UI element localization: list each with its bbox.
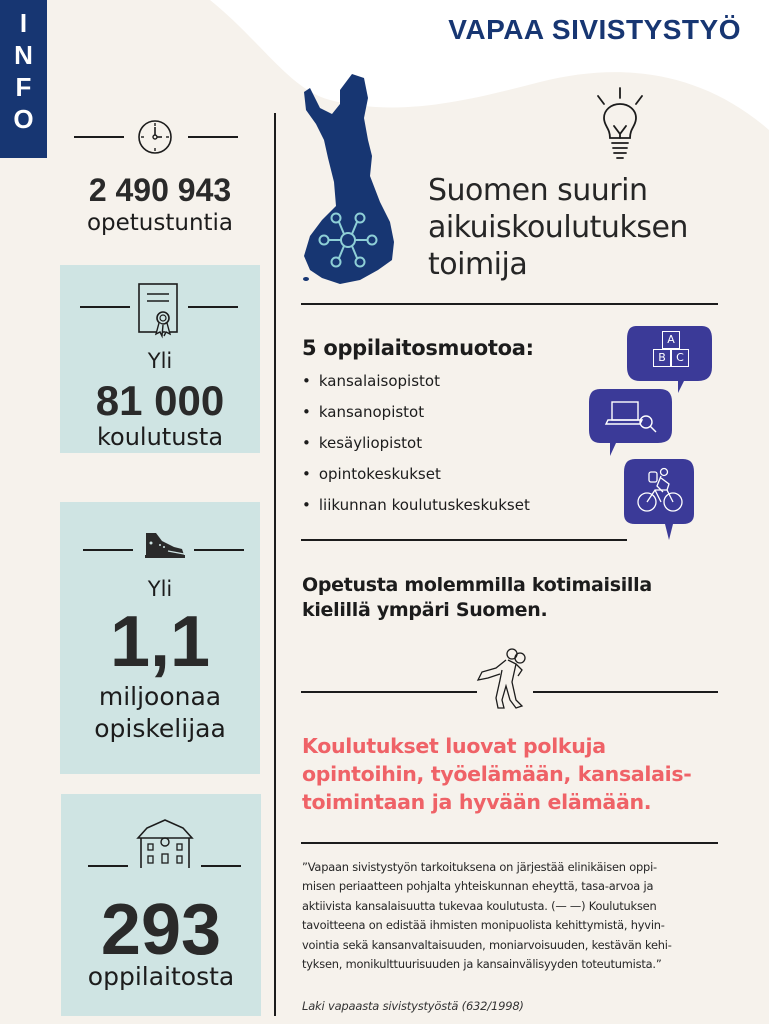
divider-line <box>188 136 238 138</box>
paths-text <box>302 732 691 816</box>
list-item: • liikunnan koulutuskeskukset <box>302 494 530 525</box>
divider-line <box>88 865 128 867</box>
divider-line <box>301 539 627 541</box>
stat-hours <box>60 110 260 250</box>
stat-courses-label: koulutusta <box>96 423 224 451</box>
forms-title: 5 oppilaitosmuotoa: <box>302 336 534 360</box>
quote-line: ”Vapaan sivistystyön tarkoituksena on järjestää elinikäisen oppi- <box>302 860 657 874</box>
brand-title: VAPAA SIVISTYSTYÖ <box>448 14 741 45</box>
quote-line: tavoitteena on edistää ihmisten monipuolista kehittymistä, hyvin- <box>302 918 665 933</box>
info-letter: N <box>14 40 33 70</box>
list-item: • kansalaisopistot <box>302 370 530 401</box>
quote-line: vointia sekä kansanvaltaisuuden, moniarvoisuuden, kestävän kehi- <box>302 937 672 952</box>
info-letter: I <box>19 8 28 38</box>
block-b: B <box>653 349 671 367</box>
headline-line: Suomen suurin <box>428 173 648 208</box>
divider-line <box>201 865 241 867</box>
stat-hours-label: opetustuntia <box>86 210 234 236</box>
stat-hours-value: 2 490 943 <box>88 172 232 208</box>
block-c: C <box>671 349 689 367</box>
divider-line <box>301 691 477 693</box>
divider-line <box>533 691 718 693</box>
divider-line <box>194 549 244 551</box>
paths-line: toimintaan ja hyvään elämään. <box>302 790 652 814</box>
list-item: • kesäyliopistot <box>302 432 530 463</box>
school-building-icon <box>135 818 195 870</box>
speech-bubble <box>588 388 674 458</box>
piggyback-people-icon <box>472 642 534 712</box>
languages-text <box>302 573 652 623</box>
stat-courses-value: 81 000 <box>95 377 225 424</box>
block-a: A <box>662 331 680 349</box>
info-letter: F <box>15 72 32 102</box>
divider-line <box>80 306 130 308</box>
lightbulb-icon <box>592 86 648 164</box>
divider-line <box>301 303 718 305</box>
stat-courses-card <box>60 265 260 453</box>
headline-line: aikuiskoulutuksen <box>428 210 688 245</box>
speech-bubble <box>623 458 695 542</box>
stat-students-card <box>60 502 260 774</box>
clock-icon <box>137 119 173 155</box>
languages-line: kielillä ympäri Suomen. <box>302 599 548 621</box>
stat-students-prefix: Yli <box>147 577 173 601</box>
headline <box>428 172 688 283</box>
info-tab <box>0 0 47 158</box>
quote-line: aktiivista kansalaisuutta tukevaa koulutusta. (— —) Koulutuksen <box>302 898 657 913</box>
divider-line <box>74 136 124 138</box>
divider-line <box>301 842 718 844</box>
languages-line: Opetusta molemmilla kotimaisilla <box>302 574 652 596</box>
abc-blocks-icon <box>652 331 690 369</box>
stat-courses-prefix: Yli <box>147 349 173 373</box>
certificate-icon <box>137 282 181 340</box>
sneaker-icon <box>142 531 186 559</box>
divider-line <box>83 549 133 551</box>
stat-students-value: 1,1 <box>109 602 211 682</box>
stat-students-label-2: opiskelijaa <box>94 714 226 743</box>
stat-institutions-value: 293 <box>100 890 222 970</box>
forms-list <box>302 370 530 525</box>
quote-source: Laki vapaasta sivistystyöstä (632/1998) <box>302 999 524 1013</box>
column-divider <box>274 113 276 1016</box>
law-quote <box>302 858 722 974</box>
headline-line: toimija <box>428 247 528 282</box>
stat-institutions-card <box>61 794 261 1016</box>
divider-line <box>188 306 238 308</box>
quote-line: misen periaatteen pohjalta yhteiskunnan eheyttä, tasa-arvoa ja <box>302 879 654 894</box>
stat-institutions-label: oppilaitosta <box>87 962 235 991</box>
quote-line: tyksen, monikulttuurisuuden ja kansainvälisyyden toteutumista.” <box>302 957 662 972</box>
list-item: • opintokeskukset <box>302 463 530 494</box>
list-item: • kansanopistot <box>302 401 530 432</box>
paths-line: opintoihin, työelämään, kansalais- <box>302 762 692 786</box>
network-icon <box>316 208 380 272</box>
paths-line: Koulutukset luovat polkuja <box>302 734 606 758</box>
stat-students-label-1: miljoonaa <box>98 682 222 711</box>
info-letter: O <box>13 104 34 134</box>
